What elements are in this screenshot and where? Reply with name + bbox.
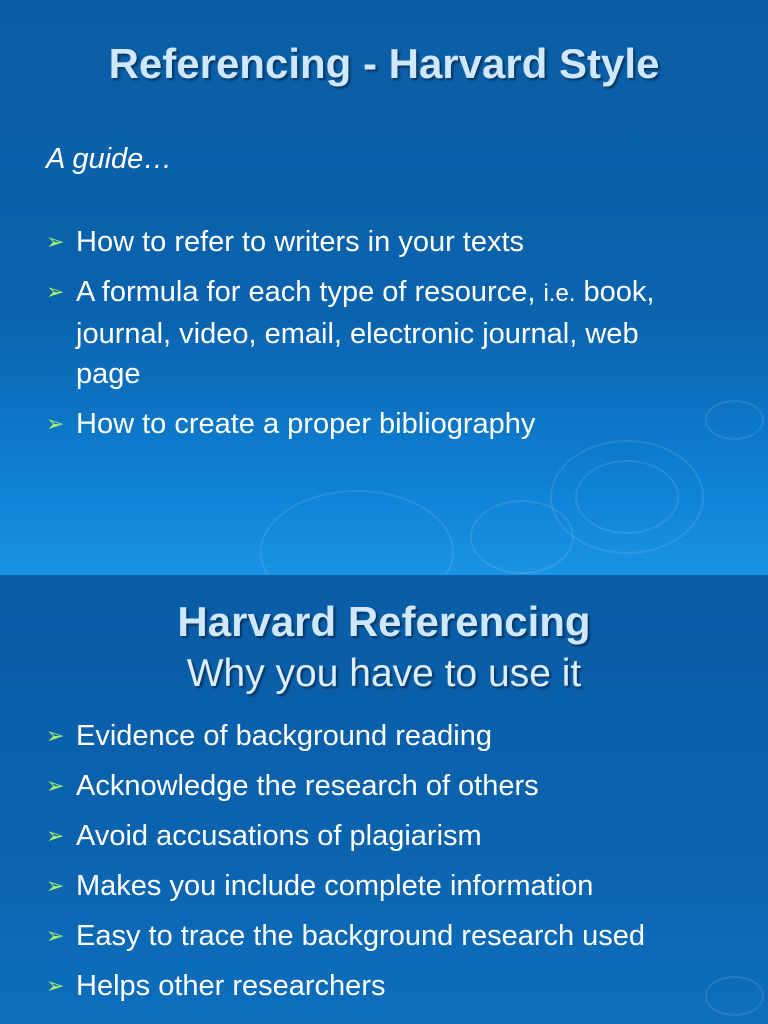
bullet-text: How to create a proper bibliography <box>76 408 536 440</box>
arrow-bullet-icon: ➢ <box>46 773 65 798</box>
bullet-item <box>46 404 696 444</box>
bullet-list <box>46 222 696 454</box>
bullet-text: Evidence of background reading <box>76 720 492 752</box>
bullet-item <box>46 966 696 1006</box>
arrow-bullet-icon: ➢ <box>46 873 65 898</box>
bullet-text: Makes you include complete information <box>76 870 594 902</box>
slide-title: Referencing - Harvard Style <box>108 40 660 87</box>
arrow-bullet-icon: ➢ <box>46 723 65 748</box>
slide-2 <box>0 576 768 1024</box>
bullet-text: How to refer to writers in your texts <box>76 226 525 258</box>
bullet-text: Helps other researchers <box>76 970 386 1002</box>
arrow-bullet-icon: ➢ <box>46 279 65 304</box>
arrow-bullet-icon: ➢ <box>46 823 65 848</box>
bullet-item <box>46 766 696 806</box>
bullet-item <box>46 272 696 394</box>
ripple-decoration <box>575 460 679 534</box>
bullet-list <box>46 716 696 1016</box>
arrow-bullet-icon: ➢ <box>46 923 65 948</box>
arrow-bullet-icon: ➢ <box>46 229 65 254</box>
slide-title: Harvard Referencing <box>177 598 591 645</box>
ripple-decoration <box>705 976 764 1016</box>
ripple-decoration <box>550 440 704 554</box>
bullet-item <box>46 866 696 906</box>
arrow-bullet-icon: ➢ <box>46 973 65 998</box>
bullet-text: A formula for each type of resource, <box>76 276 544 308</box>
bullet-text: Easy to trace the background research used <box>76 920 646 952</box>
bullet-text: Acknowledge the research of others <box>76 770 539 802</box>
bullet-item <box>46 716 696 756</box>
slide-subtitle: Why you have to use it <box>186 652 582 695</box>
ripple-decoration <box>705 400 764 440</box>
bullet-text-small: i.e. <box>543 280 576 307</box>
bullet-item <box>46 222 696 262</box>
ripple-decoration <box>260 490 454 575</box>
ripple-decoration <box>470 500 574 574</box>
bullet-text: book, journal, video, email, electronic journal, web page <box>76 276 655 390</box>
slide-subtitle: A guide… <box>46 143 173 175</box>
arrow-bullet-icon: ➢ <box>46 411 65 436</box>
bullet-text: Avoid accusations of plagiarism <box>76 820 482 852</box>
bullet-item <box>46 916 696 956</box>
bullet-item <box>46 816 696 856</box>
